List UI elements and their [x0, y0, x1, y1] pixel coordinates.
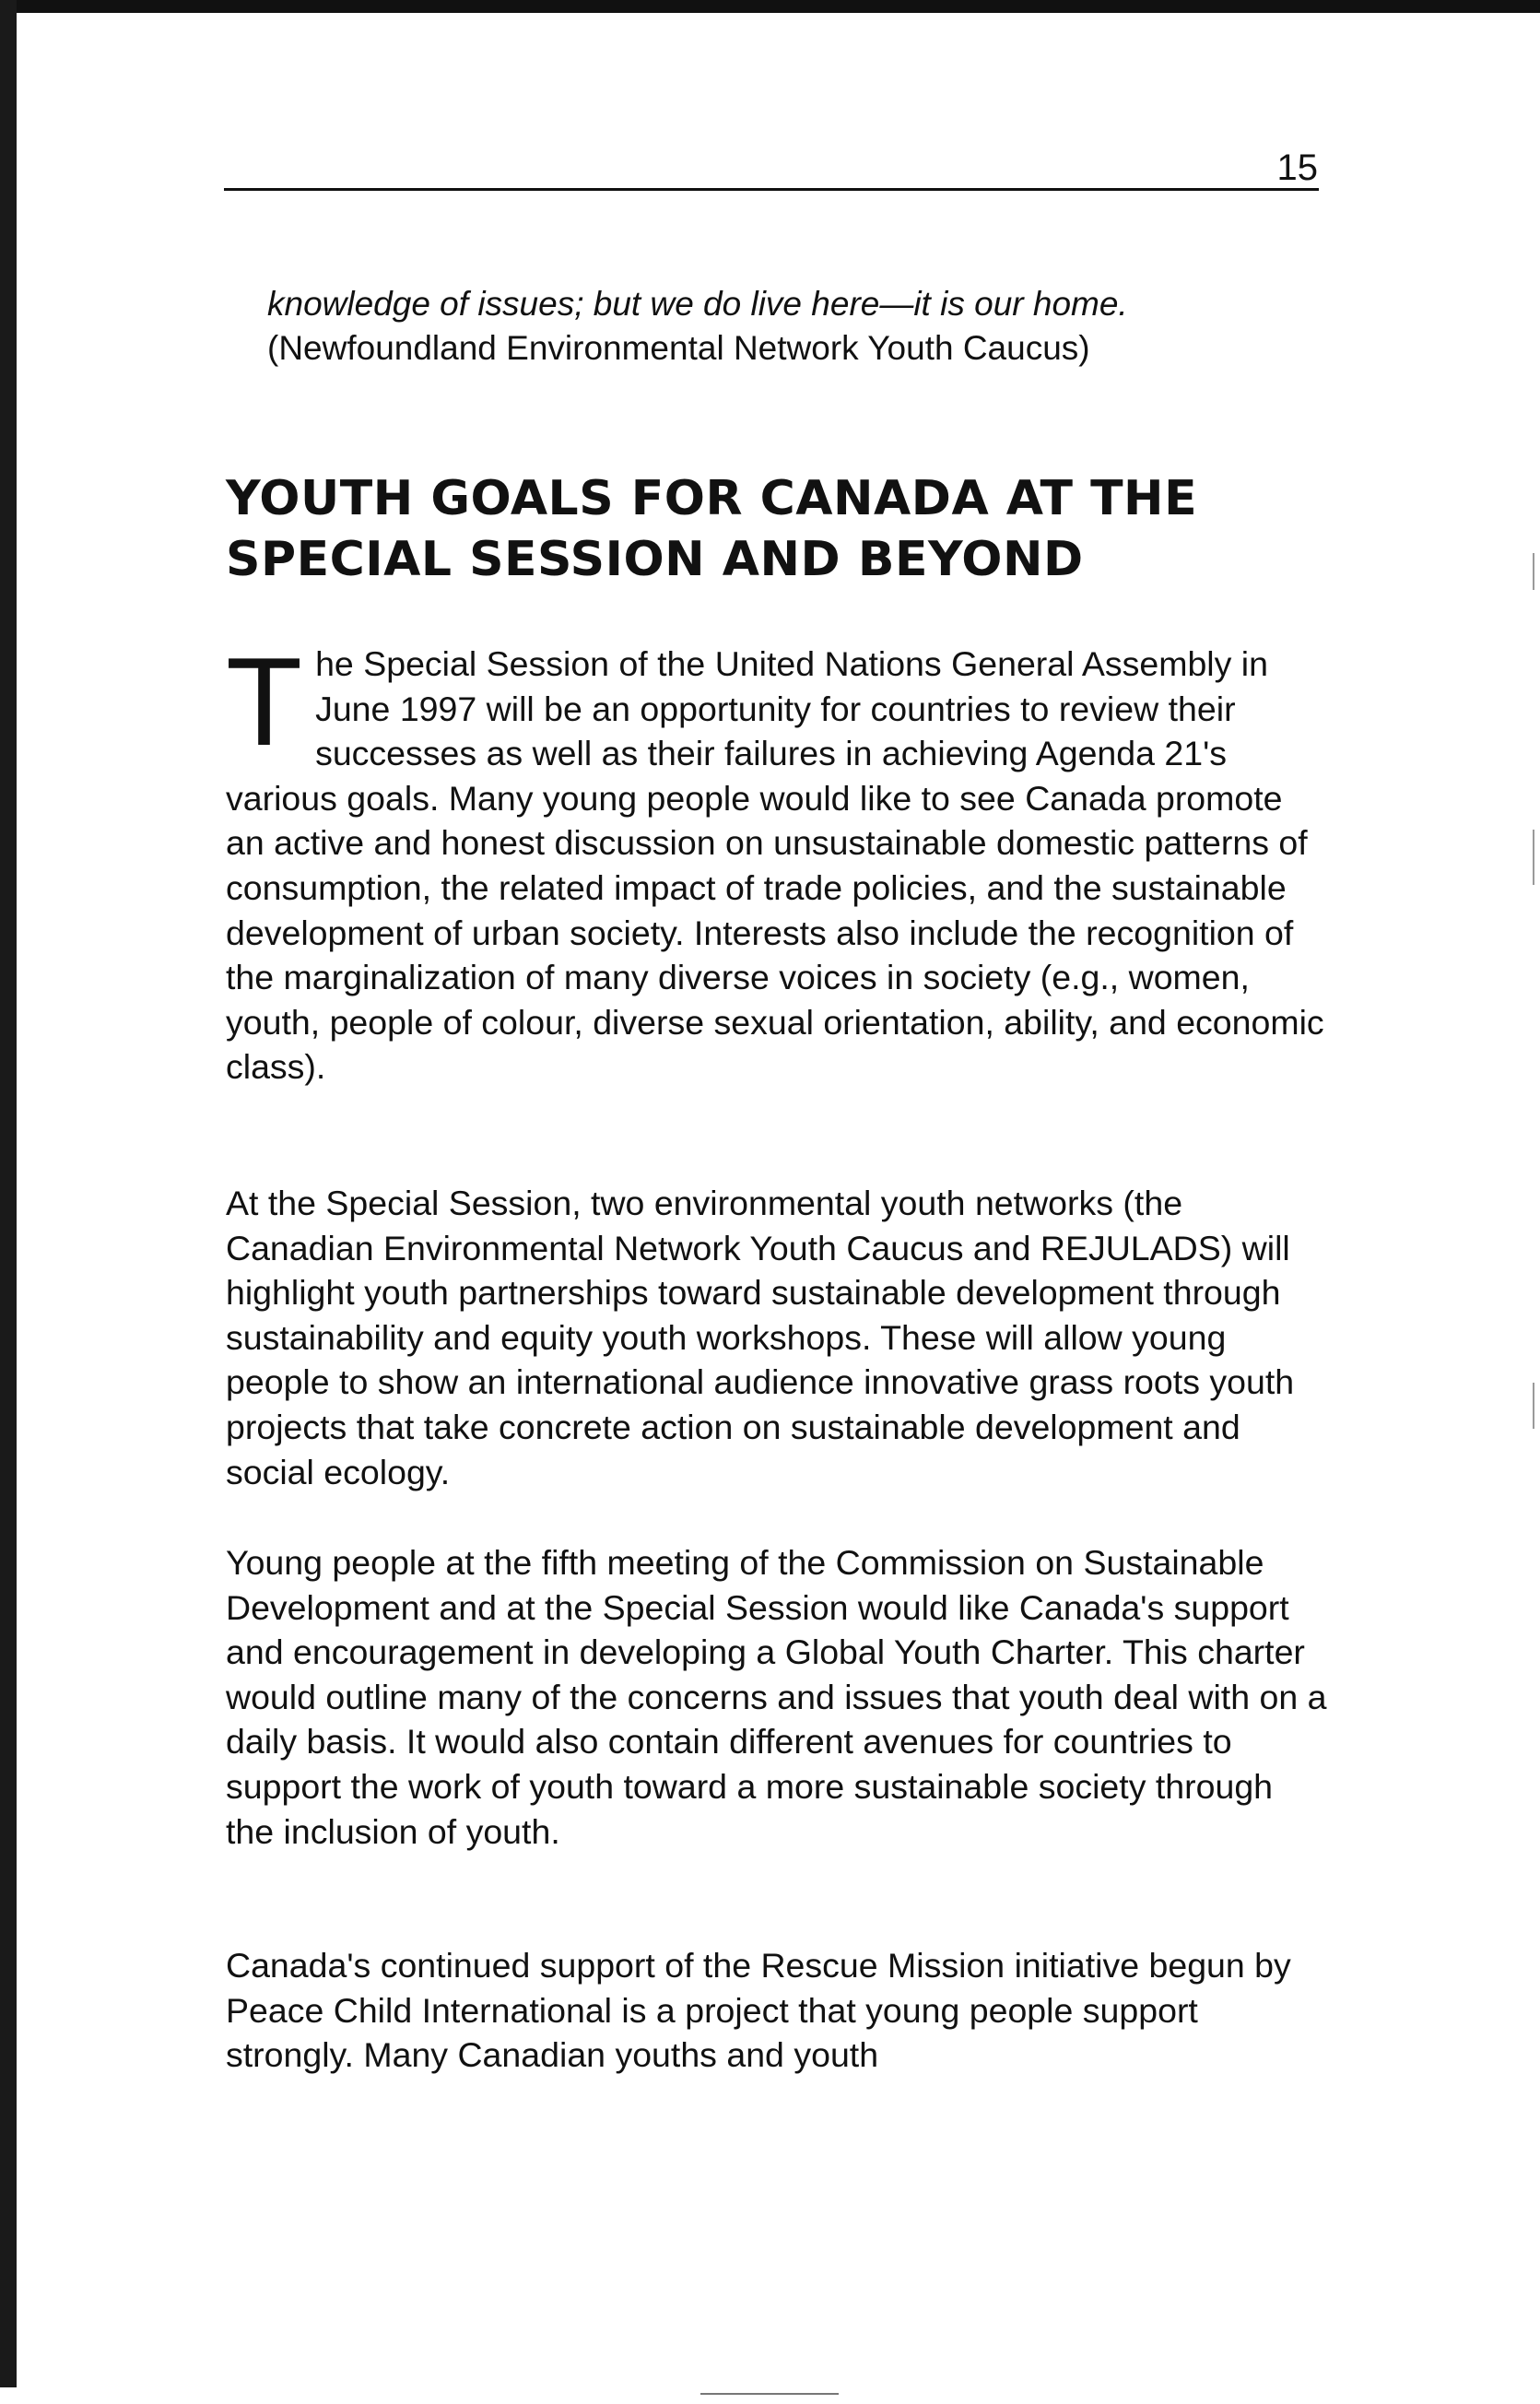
- scan-edge-top: [0, 0, 1540, 13]
- paragraph-text: he Special Session of the United Nations General Assembly in June 1997 will be an opportunity for countries to review their successes as well as their failures in achieving Agenda 21's various goals. Many young people would like to see Canada promote an active and honest discussion on unsustainable domestic patterns of consumption, the related impact of trade policies, and the sustainable development of urban society. Interests also include the recognition of the marginalization of many diverse voices in society (e.g., women, youth, people of colour, diverse sexual orientation, ability, and economic class).: [226, 644, 1324, 1087]
- paragraph-text: At the Special Session, two environmental youth networks (the Canadian Environmental Network Youth Caucus and REJULADS) will highlight youth partnerships toward sustainable development through sustainability and equity youth workshops. These will allow young people to show an international audience innovative grass roots youth projects that take concrete action on sustainable development and social ecology.: [226, 1184, 1295, 1491]
- scan-speck: [1533, 553, 1534, 590]
- scan-speck: [1533, 830, 1534, 885]
- body-paragraph: [226, 1943, 1327, 2078]
- pull-quote: [267, 282, 1281, 371]
- section-heading: [226, 468, 1332, 590]
- scan-mark-bottom: [700, 2393, 839, 2395]
- paragraph-text: Young people at the fifth meeting of the Commission on Sustainable Development and at the Special Session would like Canada's support and encouragement in developing a Global Youth Charter. This charter would outline many of the concerns and issues that youth deal with on a daily basis. It would also contain different avenues for countries to support the work of youth toward a more sustainable society through the inclusion of youth.: [226, 1543, 1327, 1851]
- section-heading-line-1: YOUTH GOALS FOR CANADA AT THE: [226, 471, 1198, 526]
- body-paragraph: [226, 631, 1327, 1090]
- body-paragraph: [226, 1540, 1327, 1854]
- paragraph-text: Canada's continued support of the Rescue Mission initiative begun by Peace Child International is a project that young people support strongly. Many Canadian youths and youth: [226, 1946, 1291, 2075]
- page-number: 15: [1276, 147, 1318, 188]
- quote-text: knowledge of issues; but we do live here—it is our home.: [267, 285, 1128, 323]
- scan-edge-left: [0, 0, 17, 2387]
- scan-speck: [1533, 1383, 1534, 1429]
- quote-attribution: (Newfoundland Environmental Network Youth Caucus): [267, 329, 1090, 367]
- header-rule: [224, 188, 1319, 191]
- drop-cap: T: [226, 631, 303, 772]
- section-heading-line-2: SPECIAL SESSION AND BEYOND: [226, 532, 1084, 587]
- body-paragraph: [226, 1181, 1327, 1494]
